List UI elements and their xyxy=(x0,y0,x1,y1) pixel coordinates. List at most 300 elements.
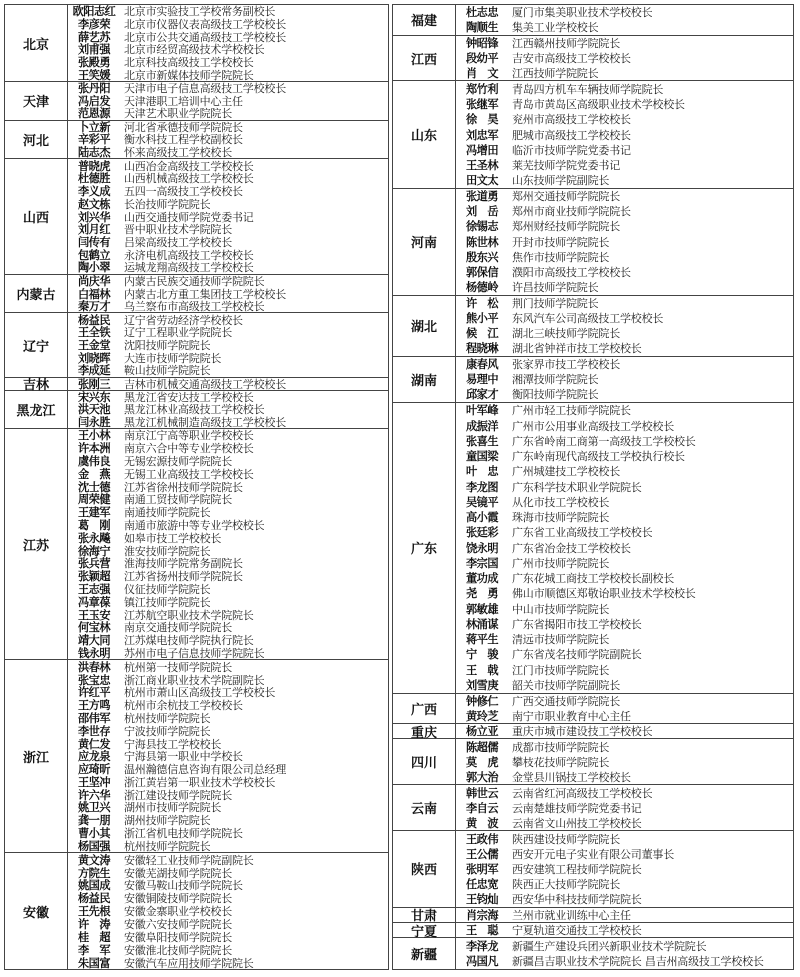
province-label: 河北 xyxy=(5,121,68,159)
person-name: 刘兴华 xyxy=(77,210,111,224)
person-title: 南京交通技师学院院长 xyxy=(124,621,232,635)
person-name: 李成延 xyxy=(77,364,111,378)
person-row xyxy=(456,157,793,172)
person-title: 吉安市高级技工学校校长 xyxy=(512,52,631,66)
person-title: 安徽铜陵技师学院院长 xyxy=(124,892,232,906)
person-row xyxy=(68,647,388,660)
person-row xyxy=(456,601,793,616)
person-title: 江苏煤电技师学院执行院长 xyxy=(124,634,254,648)
person-title: 厦门市集美职业技术学校校长 xyxy=(512,6,653,20)
person-name: 杨益民 xyxy=(77,313,111,327)
person-title: 兰州市就业训练中心主任 xyxy=(512,908,631,922)
person-name: 闫永胜 xyxy=(77,415,111,429)
province-label: 湖南 xyxy=(393,357,456,402)
person-title: 广州城建技工学校校长 xyxy=(512,465,620,479)
person-title: 浙江省机电技师学院院长 xyxy=(124,826,243,840)
people-list xyxy=(68,429,388,659)
person-name: 宁 骏 xyxy=(465,648,499,662)
person-title: 青岛市黄岛区高级职业技术学校校长 xyxy=(512,98,685,112)
person-name: 靖大同 xyxy=(77,634,111,648)
person-title: 杭州技师学院院长 xyxy=(124,839,211,853)
person-name: 李 军 xyxy=(77,943,111,957)
person-title: 南京江宁高等职业学校校长 xyxy=(124,429,254,443)
province-group xyxy=(393,403,793,694)
person-row xyxy=(456,264,793,279)
person-row xyxy=(456,662,793,677)
people-list xyxy=(456,739,793,784)
person-title: 青岛四方机车车辆技师学院院长 xyxy=(512,83,664,97)
person-name: 陶顺生 xyxy=(465,21,499,35)
person-title: 衡阳技师学院院长 xyxy=(512,388,599,402)
person-title: 镇江技师学院院长 xyxy=(124,595,211,609)
person-name: 张明军 xyxy=(465,862,499,876)
person-name: 张道勇 xyxy=(465,190,499,204)
person-name: 邵伟军 xyxy=(77,711,111,725)
person-title: 安徽六安技师学院院长 xyxy=(124,917,232,931)
province-group xyxy=(393,189,793,296)
person-row xyxy=(456,586,793,601)
person-title: 北京市经贸高级技术学校校长 xyxy=(124,43,265,57)
person-row xyxy=(456,36,793,51)
person-row xyxy=(456,81,793,96)
person-row xyxy=(68,378,388,390)
person-name: 张丹阳 xyxy=(77,82,111,96)
person-name: 杜志忠 xyxy=(465,6,499,20)
person-name: 秦万才 xyxy=(77,300,111,314)
person-name: 张殿勇 xyxy=(77,56,111,70)
province-group xyxy=(393,694,793,725)
person-row xyxy=(68,261,388,274)
person-name: 郭大治 xyxy=(465,770,499,784)
person-title: 内蒙古民族交通技师学院院长 xyxy=(124,275,265,289)
person-name: 卜立新 xyxy=(77,120,111,134)
province-group xyxy=(393,357,793,403)
province-label: 福建 xyxy=(393,5,456,35)
person-title: 宁海县技工学校校长 xyxy=(124,737,222,751)
person-name: 陈世林 xyxy=(465,235,499,249)
person-name: 郑竹利 xyxy=(465,83,499,97)
person-row xyxy=(456,739,793,754)
person-name: 王钧灿 xyxy=(465,893,499,907)
person-title: 苏州市电子信息技师学院院长 xyxy=(124,647,265,661)
person-name: 张宝忠 xyxy=(77,673,111,687)
person-name: 殷东兴 xyxy=(465,250,499,264)
person-title: 天津港职工培训中心主任 xyxy=(124,94,243,108)
person-row xyxy=(456,555,793,570)
province-label: 黑龙江 xyxy=(5,391,68,429)
person-row xyxy=(456,51,793,66)
person-name: 杨国强 xyxy=(77,839,111,853)
person-row xyxy=(456,5,793,20)
person-name: 刘甫强 xyxy=(77,43,111,57)
person-row xyxy=(456,204,793,219)
person-title: 濮阳市高级技工学校校长 xyxy=(512,265,631,279)
province-label: 辽宁 xyxy=(5,313,68,376)
people-list xyxy=(68,853,388,969)
person-title: 云南省文山州技工学校校长 xyxy=(512,816,642,830)
person-name: 王玉安 xyxy=(77,608,111,622)
person-row xyxy=(456,861,793,876)
person-title: 怀来高级技工学校校长 xyxy=(124,145,232,159)
person-title: 肥城市高级技工学校校长 xyxy=(512,128,631,142)
person-name: 王 聪 xyxy=(465,924,499,938)
person-row xyxy=(68,300,388,313)
province-label: 安徽 xyxy=(5,853,68,969)
person-title: 金堂县川锅技工学校校长 xyxy=(512,770,631,784)
person-name: 张颖超 xyxy=(77,570,111,584)
person-name: 方院生 xyxy=(77,866,111,880)
province-group xyxy=(5,121,388,160)
person-row xyxy=(456,632,793,647)
person-name: 姚卫兴 xyxy=(77,801,111,815)
people-list xyxy=(68,159,388,274)
person-title: 北京科技高级技工学校校长 xyxy=(124,56,254,70)
person-row xyxy=(68,956,388,969)
province-label: 江西 xyxy=(393,36,456,81)
person-title: 广东省揭阳市技工学校校长 xyxy=(512,617,642,631)
person-title: 无锡宏源技师学院院长 xyxy=(124,455,232,469)
person-name: 韩世云 xyxy=(465,786,499,800)
person-name: 饶永明 xyxy=(465,541,499,555)
person-name: 黄 波 xyxy=(465,816,499,830)
left-column xyxy=(4,4,389,970)
person-name: 尧 勇 xyxy=(465,587,499,601)
person-row xyxy=(456,923,793,937)
person-name: 桂 超 xyxy=(77,930,111,944)
person-row xyxy=(456,189,793,204)
person-name: 王 戟 xyxy=(465,663,499,677)
person-row xyxy=(456,677,793,692)
person-name: 赵文栋 xyxy=(77,197,111,211)
person-name: 康春风 xyxy=(465,358,499,372)
person-name: 许六华 xyxy=(77,788,111,802)
person-row xyxy=(456,479,793,494)
person-name: 徐海宁 xyxy=(77,544,111,558)
person-title: 天津艺术职业学院院长 xyxy=(124,107,232,121)
person-name: 钟昭锋 xyxy=(465,37,499,51)
person-title: 佛山市顺德区郑敬诒职业技术学校校长 xyxy=(512,587,696,601)
person-title: 荆门技师学院院长 xyxy=(512,297,599,311)
person-title: 广州市技师学院院长 xyxy=(512,556,610,570)
person-name: 洪春林 xyxy=(77,660,111,674)
person-name: 洪天池 xyxy=(77,403,111,417)
province-label: 重庆 xyxy=(393,724,456,738)
person-title: 大连市技师学院院长 xyxy=(124,351,222,365)
person-name: 闫传有 xyxy=(77,235,111,249)
person-title: 湖北三峡技师学院院长 xyxy=(512,327,620,341)
person-name: 杨立亚 xyxy=(465,725,499,739)
person-name: 熊小平 xyxy=(465,312,499,326)
person-name: 蒋平生 xyxy=(465,633,499,647)
people-list xyxy=(68,378,388,390)
person-title: 辽宁工程职业学院院长 xyxy=(124,326,232,340)
person-row xyxy=(456,449,793,464)
person-name: 应琦昕 xyxy=(77,763,111,777)
person-name: 叶军峰 xyxy=(465,404,499,418)
person-name: 金 燕 xyxy=(77,467,111,481)
person-title: 淮安技师学院院长 xyxy=(124,544,211,558)
person-title: 江西赣州技师学院院长 xyxy=(512,37,620,51)
people-list xyxy=(456,403,793,693)
person-row xyxy=(456,785,793,800)
province-group xyxy=(393,81,793,188)
person-title: 天津市电子信息高级技工学校校长 xyxy=(124,82,286,96)
person-title: 西安建筑工程技师学院院长 xyxy=(512,862,642,876)
person-title: 浙江黄岩第一职业技术学校校长 xyxy=(124,775,276,789)
person-name: 肖 文 xyxy=(465,67,499,81)
province-label: 江苏 xyxy=(5,429,68,659)
person-name: 欧阳志红 xyxy=(72,5,116,19)
person-name: 冯章葆 xyxy=(77,595,111,609)
person-title: 仪征技师学院院长 xyxy=(124,583,211,597)
person-title: 西安开元电子实业有限公司董事长 xyxy=(512,847,674,861)
people-list xyxy=(456,694,793,724)
person-title: 江门市技师学院院长 xyxy=(512,663,610,677)
person-title: 宁海县第一职业中学校长 xyxy=(124,750,243,764)
person-name: 周荣健 xyxy=(77,493,111,507)
person-row xyxy=(456,540,793,555)
person-row xyxy=(456,708,793,723)
person-row xyxy=(456,127,793,142)
person-row xyxy=(456,694,793,709)
province-group xyxy=(393,785,793,831)
person-title: 湖北省钟祥市技工学校校长 xyxy=(512,342,642,356)
person-name: 葛 刚 xyxy=(77,519,111,533)
person-name: 沈士德 xyxy=(77,480,111,494)
person-name: 王坚冲 xyxy=(77,775,111,789)
person-name: 郭敏雄 xyxy=(465,602,499,616)
province-label: 四川 xyxy=(393,739,456,784)
person-title: 江苏省扬州技师学院院长 xyxy=(124,570,243,584)
people-list xyxy=(68,660,388,852)
person-title: 集美工业学校校长 xyxy=(512,21,599,35)
person-title: 郑州交通技师学院院长 xyxy=(512,190,620,204)
people-list xyxy=(456,938,793,969)
person-title: 杭州技师学院院长 xyxy=(124,711,211,725)
person-title: 山西机械高级技工学校校长 xyxy=(124,172,254,186)
person-row xyxy=(456,418,793,433)
person-name: 朱国富 xyxy=(77,956,111,970)
person-title: 陕西建设技师学院院长 xyxy=(512,832,620,846)
province-group xyxy=(5,82,388,121)
person-title: 北京市仪器仪表高级技工学校校长 xyxy=(124,18,286,32)
person-title: 浙江商业职业技术学院副院长 xyxy=(124,673,265,687)
province-group xyxy=(5,853,388,969)
person-name: 莫 虎 xyxy=(465,755,499,769)
person-name: 虞伟良 xyxy=(77,455,111,469)
person-name: 易理中 xyxy=(465,373,499,387)
person-title: 北京市新媒体技师学院院长 xyxy=(124,68,254,82)
person-name: 王圣林 xyxy=(465,158,499,172)
person-title: 湖州技师学院院长 xyxy=(124,814,211,828)
person-row xyxy=(456,66,793,81)
person-title: 辽宁省劳动经济学校校长 xyxy=(124,313,243,327)
person-title: 成都市技师学院院长 xyxy=(512,740,610,754)
person-name: 钱永明 xyxy=(77,647,111,661)
person-name: 邱家才 xyxy=(465,388,499,402)
person-title: 开封市技师学院院长 xyxy=(512,235,610,249)
person-name: 龚一朋 xyxy=(77,814,111,828)
person-title: 长治技师学院院长 xyxy=(124,197,211,211)
person-title: 黑龙江省安达技工学校校长 xyxy=(124,390,254,404)
person-row xyxy=(456,357,793,372)
person-title: 广东省工业高级技工学校校长 xyxy=(512,526,653,540)
person-name: 冯启发 xyxy=(77,94,111,108)
person-row xyxy=(456,403,793,418)
province-label: 天津 xyxy=(5,82,68,120)
person-name: 辛彩平 xyxy=(77,133,111,147)
people-list xyxy=(456,831,793,907)
person-name: 王全铁 xyxy=(77,326,111,340)
person-title: 东风汽车公司高级技工学校校长 xyxy=(512,312,664,326)
province-label: 湖北 xyxy=(393,296,456,356)
person-title: 云南省红河高级技工学校校长 xyxy=(512,786,653,800)
people-list xyxy=(456,81,793,187)
person-row xyxy=(456,219,793,234)
person-title: 南宁市职业教育中心主任 xyxy=(512,709,631,723)
person-title: 清远市技师学院院长 xyxy=(512,633,610,647)
person-title: 杭州市萧山区高级技工学校校长 xyxy=(124,686,276,700)
person-name: 刘 岳 xyxy=(465,205,499,219)
province-label: 内蒙古 xyxy=(5,275,68,313)
person-row xyxy=(456,876,793,891)
person-name: 张兵营 xyxy=(77,557,111,571)
person-name: 包鹤立 xyxy=(77,248,111,262)
person-name: 王方鸣 xyxy=(77,699,111,713)
person-title: 安徽金寨职业学校校长 xyxy=(124,905,232,919)
province-group xyxy=(393,938,793,969)
province-group xyxy=(5,660,388,853)
person-title: 广东花城工商技工学校校长副校长 xyxy=(512,572,674,586)
person-name: 刘月红 xyxy=(77,223,111,237)
person-name: 郭保信 xyxy=(465,265,499,279)
person-name: 王金堂 xyxy=(77,339,111,353)
province-label: 广西 xyxy=(393,694,456,724)
person-row xyxy=(456,20,793,35)
person-name: 刘忠军 xyxy=(465,128,499,142)
person-name: 曹小其 xyxy=(77,826,111,840)
person-name: 普晓虎 xyxy=(77,159,111,173)
province-group xyxy=(5,391,388,430)
person-name: 徐锡志 xyxy=(465,220,499,234)
person-name: 陆志杰 xyxy=(77,145,111,159)
person-row xyxy=(68,68,388,81)
person-title: 焦作市技师学院院长 xyxy=(512,250,610,264)
people-list xyxy=(456,724,793,738)
person-name: 陈超儒 xyxy=(465,740,499,754)
person-name: 黄玲芝 xyxy=(465,709,499,723)
person-name: 刘雪庚 xyxy=(465,678,499,692)
person-name: 段幼平 xyxy=(465,52,499,66)
person-name: 范恩源 xyxy=(77,107,111,121)
person-row xyxy=(456,510,793,525)
province-group xyxy=(393,36,793,82)
person-row xyxy=(456,494,793,509)
person-title: 安徽汽车应用技师学院院长 xyxy=(124,956,254,970)
province-group xyxy=(393,724,793,739)
province-group xyxy=(5,429,388,660)
person-row xyxy=(456,296,793,311)
person-title: 珠海市技师学院院长 xyxy=(512,511,610,525)
person-row xyxy=(456,142,793,157)
person-name: 林涌谋 xyxy=(465,617,499,631)
person-name: 叶 忠 xyxy=(465,465,499,479)
person-name: 许本洲 xyxy=(77,442,111,456)
people-list xyxy=(68,121,388,159)
person-title: 宁夏轨道交通技工学校校长 xyxy=(512,924,642,938)
person-title: 如皋市技工学校校长 xyxy=(124,531,222,545)
province-label: 北京 xyxy=(5,5,68,81)
person-row xyxy=(68,146,388,159)
person-name: 许 松 xyxy=(465,297,499,311)
person-title: 南通工贸技师学院院长 xyxy=(124,493,232,507)
person-title: 安徽淮北技师学院院长 xyxy=(124,943,232,957)
people-list xyxy=(456,923,793,937)
person-title: 五四一高级技工学校校长 xyxy=(124,185,243,199)
person-name: 王笑媛 xyxy=(77,68,111,82)
person-row xyxy=(456,97,793,112)
province-label: 吉林 xyxy=(5,378,68,390)
person-name: 冯增田 xyxy=(465,143,499,157)
person-name: 杨德岭 xyxy=(465,281,499,295)
person-name: 应龙泉 xyxy=(77,750,111,764)
person-title: 安徽阜阳技师学院院长 xyxy=(124,930,232,944)
person-title: 鞍山技师学院院长 xyxy=(124,364,211,378)
province-label: 陕西 xyxy=(393,831,456,907)
person-title: 浙江建设技师学院院长 xyxy=(124,788,232,802)
person-title: 运城龙翔高级技工学校校长 xyxy=(124,261,254,275)
person-row xyxy=(456,234,793,249)
person-title: 北京市实验技工学校常务副校长 xyxy=(124,5,276,19)
person-name: 许红平 xyxy=(77,686,111,700)
person-row xyxy=(456,280,793,295)
person-name: 尚庆华 xyxy=(77,275,111,289)
person-title: 临沂市技师学院党委书记 xyxy=(512,143,631,157)
person-name: 董功成 xyxy=(465,572,499,586)
person-row xyxy=(456,892,793,907)
province-label: 山西 xyxy=(5,159,68,274)
person-name: 李泽龙 xyxy=(465,939,499,953)
person-row xyxy=(68,416,388,429)
person-title: 张家界市技工学校校长 xyxy=(512,358,620,372)
person-title: 新疆昌吉职业技术学院院长 昌吉州高级技工学校校长 xyxy=(512,955,764,969)
person-name: 李世存 xyxy=(77,724,111,738)
person-name: 程晓琳 xyxy=(465,342,499,356)
person-name: 成振洋 xyxy=(465,419,499,433)
person-title: 安徽轻工业技师学院副院长 xyxy=(124,853,254,867)
person-row xyxy=(456,387,793,402)
people-list xyxy=(68,5,388,81)
person-row xyxy=(456,341,793,356)
person-title: 乌兰察布市高级技工学校校长 xyxy=(124,300,265,314)
person-title: 吕梁高级技工学校校长 xyxy=(124,235,232,249)
person-title: 广东科学技术职业学院院长 xyxy=(512,480,642,494)
province-group xyxy=(5,313,388,377)
person-row xyxy=(456,815,793,830)
person-name: 黄仁发 xyxy=(77,737,111,751)
province-label: 云南 xyxy=(393,785,456,830)
person-name: 吴镜平 xyxy=(465,495,499,509)
person-name: 肖宗海 xyxy=(465,908,499,922)
person-name: 任忠宽 xyxy=(465,878,499,892)
person-name: 候 江 xyxy=(465,327,499,341)
person-name: 许 涛 xyxy=(77,917,111,931)
person-row xyxy=(456,249,793,264)
person-title: 韶关市技师学院副院长 xyxy=(512,678,620,692)
province-label: 山东 xyxy=(393,81,456,187)
person-title: 沈阳技师学院院长 xyxy=(124,339,211,353)
person-title: 江西技师学院院长 xyxy=(512,67,599,81)
